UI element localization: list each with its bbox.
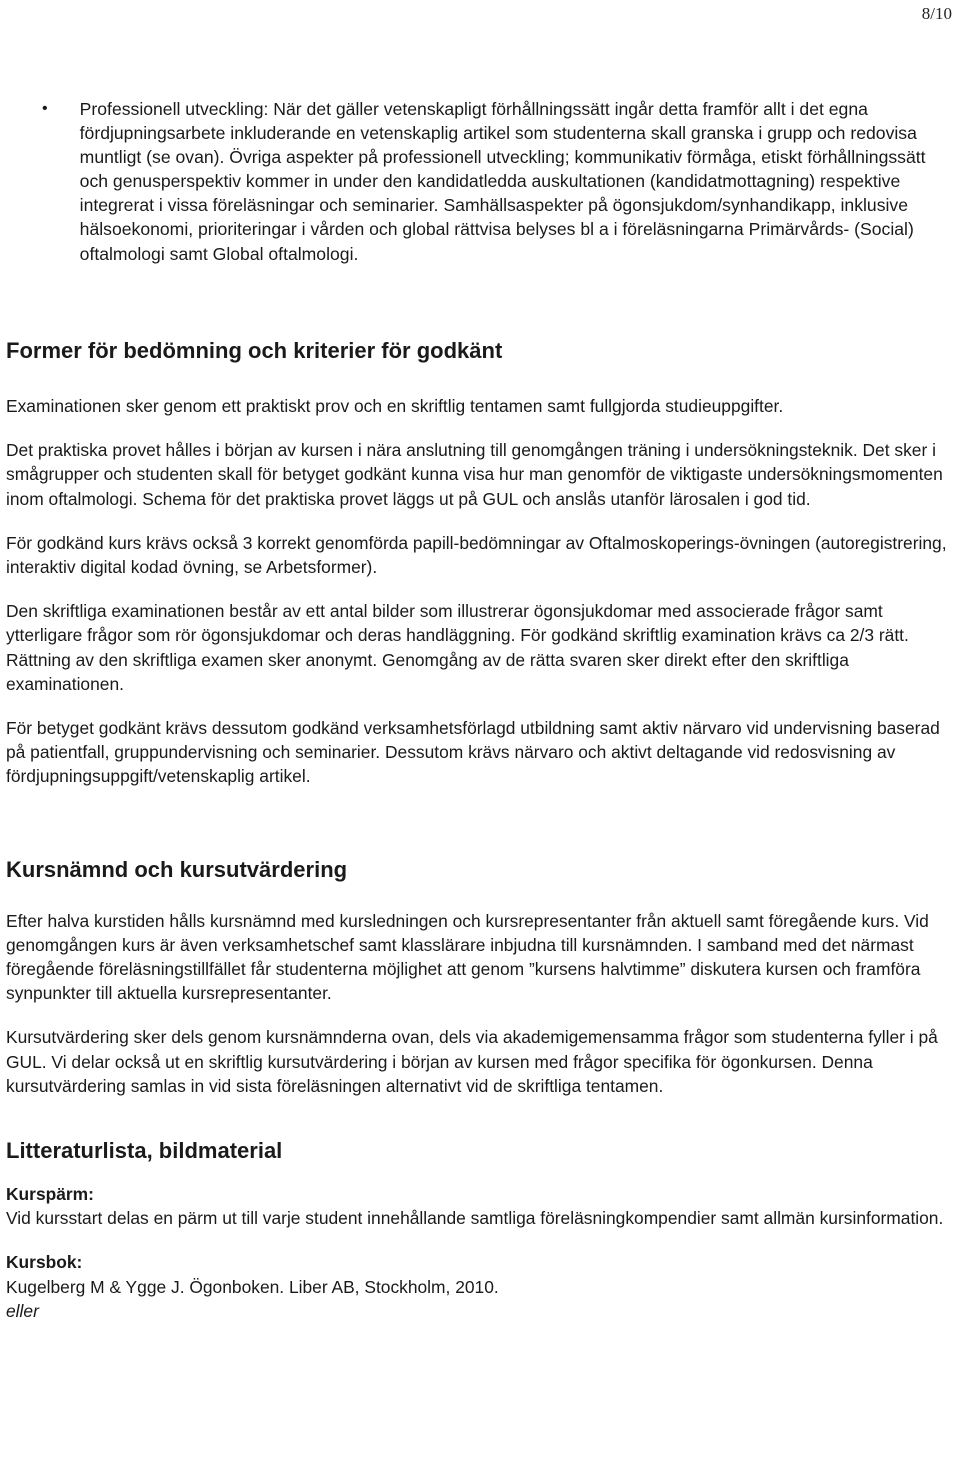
paragraph: För godkänd kurs krävs också 3 korrekt genomförda papill-bedömningar av Oftalmoskoperings-övningen (autoregistrering, interaktiv digital kodad övning, se Arbetsformer). — [6, 532, 947, 578]
bullet-list-item — [42, 97, 942, 266]
paragraph: Efter halva kurstiden hålls kursnämnd med kursledningen och kursrepresentanter från aktuell samt föregående kurs. Vid genomgången kurs är även verksamhetschef samt klasslärare inbjudna till kursnämnden. I samband med det närmast föregående föreläsningstillfället får studenterna möjlighet att genom ”kursens halvtimme” diskutera kursen och framföra synpunkter till aktuella kursrepresentanter. — [6, 910, 929, 1004]
bullet-text: Professionell utveckling: När det gäller vetenskapligt förhållningssätt ingår detta framför allt i det egna fördjupningsarbete inkluderande en vetenskaplig artikel som studenterna skall granska i grupp och redovisa muntligt (se ovan). Övriga aspekter på professionell utveckling; kommunikativ förmåga, etiskt förhållningssätt och genusperspektiv kommer in under den kandidatledda auskultationen (kandidatmottagning) respektive integrerat i vissa föreläsningar och seminarier. Samhällsaspekter på ögonsjukdom/synhandikapp, inklusive hälsoekonomi, prioriteringar i vården och global rättvisa belyses bl a i föreläsningarna Primärvårds- (Social) oftalmologi samt Global oftalmologi. — [79, 99, 926, 264]
subheading-kursparm: Kurspärm: — [6, 1184, 94, 1205]
document-body — [6, 336, 956, 1323]
section-heading-litteratur: Litteraturlista, bildmaterial — [6, 1138, 283, 1164]
section-heading-kursnamnd: Kursnämnd och kursutvärdering — [6, 856, 348, 882]
paragraph: Den skriftliga examinationen består av ett antal bilder som illustrerar ögonsjukdomar med associerade frågor samt ytterligare frågor som rör ögonsjukdomar och deras handläggning. För godkänd skriftlig examination krävs ca 2/3 rätt. Rättning av den skriftliga examen sker anonymt. Genomgång av de rätta svaren sker direkt efter den skriftliga examinationen. — [6, 601, 909, 694]
subheading-kursbok: Kursbok: — [6, 1252, 83, 1273]
section-heading-bedomning: Former för bedömning och kriterier för godkänt — [6, 338, 503, 363]
bullet-icon: • — [42, 100, 48, 117]
paragraph: Examinationen sker genom ett praktiskt prov och en skriftlig tentamen samt fullgjorda studieuppgifter. — [6, 396, 784, 416]
page-number: 8/10 — [921, 4, 952, 23]
paragraph: Det praktiska provet hålles i början av kursen i nära anslutning till genomgången träning i undersökningsteknik. Det sker i smågrupper och studenten skall för betyget godkänt kunna visa hur man genomför de viktigaste undersökningsmomenten inom oftalmologi. Schema för det praktiska provet läggs ut på GUL och anslås utanför lärosalen i god tid. — [6, 440, 943, 509]
paragraph: Vid kursstart delas en pärm ut till varje student innehållande samtliga föreläsningkompendier samt allmän kursinformation. — [6, 1208, 944, 1229]
paragraph: Kursutvärdering sker dels genom kursnämnderna ovan, dels via akademigemensamma frågor som studenterna fyller i på GUL. Vi delar också ut en skriftlig kursutvärdering i början av kursen med frågor specifika för ögonkursen. Denna kursutvärdering samlas in vid sista föreläsningen alternativt vid de skriftliga tentamen. — [6, 1027, 938, 1096]
paragraph-eller: eller — [6, 1300, 39, 1321]
paragraph: Kugelberg M & Ygge J. Ögonboken. Liber AB, Stockholm, 2010. — [6, 1276, 499, 1297]
paragraph: För betyget godkänt krävs dessutom godkänd verksamhetsförlagd utbildning samt aktiv närvaro vid undervisning baserad på patientfall, gruppundervisning och seminarier. Dessutom krävs närvaro och aktivt deltagande vid redosvisning av fördjupningsuppgift/vetenskaplig artikel. — [6, 718, 940, 787]
